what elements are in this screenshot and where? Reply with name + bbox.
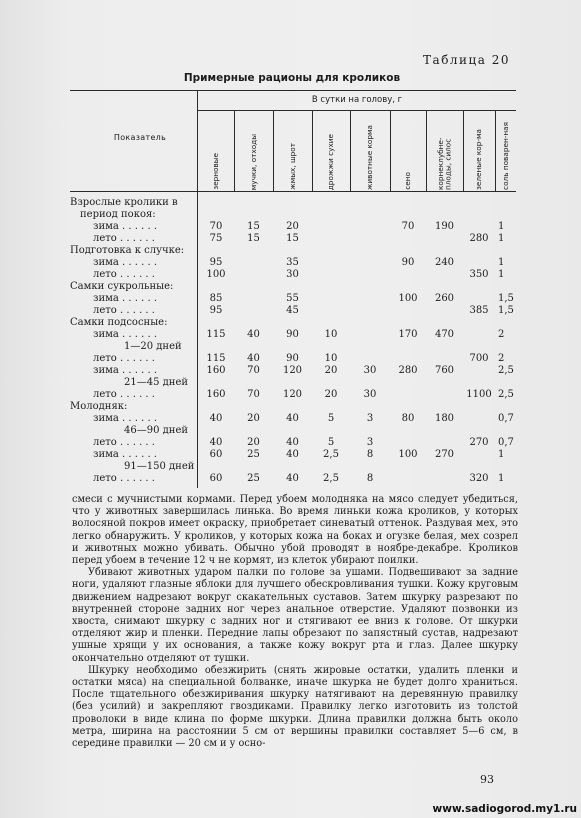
table-row bbox=[0, 341, 581, 353]
row-label: Самки подсосные: bbox=[70, 317, 168, 328]
table-row bbox=[0, 461, 581, 473]
table-cell: 280 bbox=[469, 233, 489, 244]
table-row bbox=[0, 209, 581, 221]
table-cell: 2,5 bbox=[323, 449, 339, 460]
table-row bbox=[0, 377, 581, 389]
table-cell: 1100 bbox=[466, 389, 492, 400]
row-label: период покоя: bbox=[80, 209, 156, 220]
table-cell: 120 bbox=[282, 365, 303, 376]
table-row bbox=[0, 257, 581, 269]
table-cell: 0,7 bbox=[498, 437, 514, 448]
table-cell: 1 bbox=[498, 473, 505, 484]
table-cell: 180 bbox=[434, 413, 455, 424]
row-label: зима . . . . . . bbox=[93, 413, 158, 424]
table-row bbox=[0, 269, 581, 281]
row-label: 91—150 дней bbox=[124, 461, 195, 472]
table-top-rule bbox=[70, 90, 516, 91]
row-label: Подготовка к случке: bbox=[70, 245, 185, 256]
table-cell: 2 bbox=[498, 329, 505, 340]
header-bottom-rule bbox=[70, 191, 516, 192]
paragraph: Убивают животных ударом палки по голове за ушами. Подвешивают за задние ноги, удаляют глазные яблоки для лучшего обескровливания тушки. Кожу круговым движением надрезают вокруг скакательных суставов. Затем шкурку разрезают по внутренней стороне задних ног через анальное отверстие. Удаляют позвонки из хвоста, снимают шкурку с задних ног и стягивают ее вниз к голове. От шкурки отделяют жир и пленки. Передние лапы обрезают по запястный сустав, надрезают ушные хрящи у их основания, а также кожу вокруг рта и глаз. Далее шкурку окончательно отделяют от тушки. bbox=[72, 567, 518, 664]
table-row bbox=[0, 401, 581, 413]
column-header-label: жмых, шрот bbox=[287, 143, 297, 190]
table-cell: 100 bbox=[398, 293, 418, 304]
table-cell: 700 bbox=[469, 353, 489, 364]
row-label: 21—45 дней bbox=[124, 377, 189, 388]
column-header bbox=[198, 116, 234, 190]
table-cell: 70 bbox=[401, 221, 415, 232]
table-cell: 30 bbox=[286, 269, 299, 280]
column-header-label: зеленые кор-ма bbox=[474, 129, 484, 190]
table-cell: 2,5 bbox=[498, 365, 514, 376]
table-cell: 2 bbox=[498, 353, 505, 364]
table-cell: 20 bbox=[324, 389, 338, 400]
table-cell: 170 bbox=[398, 329, 418, 340]
body-text bbox=[72, 494, 518, 750]
table-row bbox=[0, 293, 581, 305]
table-number: Таблица 20 bbox=[423, 53, 510, 67]
table-cell: 1 bbox=[498, 269, 505, 280]
row-label: лето . . . . . . bbox=[93, 233, 155, 244]
column-header-label: животные корма bbox=[365, 124, 375, 190]
table-cell: 5 bbox=[327, 437, 335, 448]
table-cell: 20 bbox=[286, 221, 299, 232]
column-divider bbox=[350, 110, 351, 191]
paragraph: Шкурку необходимо обезжирить (снять жировые остатки, удалить пленки и остатки мяса) на специальной болванке, иначе шкурка не будет долго храниться. После тщательного обезжиривания шкурку натягивают на деревянную правилку (без усилий) и закрепляют гвоздиками. Правилку легко изготовить из толстой проволоки в виде клина по форме шкурки. Длина правилки должна быть около метра, ширина на расстоянии 5 см от вершины правилки составляет 5—6 см, в середине правилки — 20 см и у осно- bbox=[72, 664, 518, 750]
table-cell: 5 bbox=[327, 413, 335, 424]
table-cell: 15 bbox=[247, 233, 260, 244]
table-cell: 30 bbox=[363, 365, 377, 376]
table-cell: 760 bbox=[434, 365, 455, 376]
table-cell: 160 bbox=[206, 389, 226, 400]
table-cell: 40 bbox=[247, 329, 260, 340]
table-cell: 1 bbox=[498, 257, 505, 268]
table-cell: 40 bbox=[209, 437, 223, 448]
row-label: зима . . . . . . bbox=[93, 257, 158, 268]
table-cell: 15 bbox=[286, 233, 299, 244]
table-cell: 260 bbox=[434, 293, 455, 304]
table-cell: 60 bbox=[209, 473, 223, 484]
indicator-header: Показатель bbox=[113, 133, 167, 142]
column-header-label: мучки, отходы bbox=[248, 133, 258, 190]
column-header-label: сено bbox=[403, 172, 413, 190]
column-header-label: дрожжи сухие bbox=[326, 133, 336, 190]
table-cell: 85 bbox=[209, 293, 223, 304]
row-label: лето . . . . . . bbox=[93, 389, 155, 400]
table-row bbox=[0, 317, 581, 329]
table-cell: 25 bbox=[247, 473, 260, 484]
table-cell: 15 bbox=[247, 221, 260, 232]
table-row bbox=[0, 365, 581, 377]
table-cell: 0,7 bbox=[498, 413, 514, 424]
column-header bbox=[350, 116, 390, 190]
table-cell: 40 bbox=[247, 353, 260, 364]
table-cell: 240 bbox=[434, 257, 455, 268]
table-cell: 1,5 bbox=[498, 293, 514, 304]
table-row bbox=[0, 353, 581, 365]
table-cell: 350 bbox=[469, 269, 489, 280]
column-header bbox=[234, 116, 273, 190]
column-divider bbox=[495, 110, 496, 191]
per-day-header: В сутки на голову, г bbox=[311, 95, 403, 105]
table-cell: 100 bbox=[206, 269, 226, 280]
table-cell: 1,5 bbox=[498, 305, 514, 316]
table-row bbox=[0, 473, 581, 485]
row-label: лето . . . . . . bbox=[93, 269, 155, 280]
table-cell: 40 bbox=[209, 413, 223, 424]
header-sub-rule bbox=[198, 110, 516, 111]
table-cell: 1 bbox=[498, 233, 505, 244]
column-divider bbox=[234, 110, 235, 191]
column-divider bbox=[390, 110, 391, 191]
table-cell: 2,5 bbox=[498, 389, 514, 400]
table-cell: 75 bbox=[209, 233, 223, 244]
table-cell: 190 bbox=[434, 221, 455, 232]
table-cell: 120 bbox=[282, 389, 303, 400]
table-cell: 95 bbox=[209, 257, 223, 268]
column-header-label: зерновые bbox=[211, 153, 221, 190]
table-row bbox=[0, 437, 581, 449]
row-label: лето . . . . . . bbox=[93, 473, 155, 484]
table-row bbox=[0, 245, 581, 257]
table-cell: 470 bbox=[434, 329, 455, 340]
row-label: зима . . . . . . bbox=[93, 221, 158, 232]
table-cell: 1 bbox=[498, 449, 505, 460]
column-header bbox=[312, 116, 350, 190]
table-row bbox=[0, 233, 581, 245]
column-divider bbox=[463, 110, 464, 191]
column-header bbox=[495, 116, 516, 190]
table-cell: 2,5 bbox=[323, 473, 339, 484]
table-cell: 10 bbox=[324, 329, 338, 340]
table-cell: 35 bbox=[286, 257, 299, 268]
row-label: зима . . . . . . bbox=[93, 293, 158, 304]
table-cell: 3 bbox=[366, 437, 374, 448]
table-cell: 100 bbox=[398, 449, 418, 460]
table-cell: 385 bbox=[469, 305, 489, 316]
table-row bbox=[0, 197, 581, 209]
row-label: зима . . . . . . bbox=[93, 329, 158, 340]
table-cell: 90 bbox=[286, 353, 299, 364]
table-cell: 115 bbox=[206, 329, 226, 340]
row-label: лето . . . . . . bbox=[93, 353, 155, 364]
table-cell: 90 bbox=[401, 257, 415, 268]
column-header bbox=[426, 116, 463, 190]
row-label: Молодняк: bbox=[70, 401, 128, 412]
table-cell: 270 bbox=[434, 449, 455, 460]
row-label: зима . . . . . . bbox=[93, 449, 158, 460]
table-row bbox=[0, 389, 581, 401]
table-cell: 40 bbox=[286, 437, 299, 448]
column-header bbox=[390, 116, 426, 190]
table-cell: 30 bbox=[363, 389, 377, 400]
row-label: лето . . . . . . bbox=[93, 305, 155, 316]
column-header bbox=[273, 116, 312, 190]
table-cell: 3 bbox=[366, 413, 374, 424]
column-divider bbox=[312, 110, 313, 191]
table-cell: 90 bbox=[286, 329, 299, 340]
table-cell: 95 bbox=[209, 305, 223, 316]
row-label: зима . . . . . . bbox=[93, 365, 158, 376]
row-label: Самки сукрольные: bbox=[70, 281, 174, 292]
table-cell: 8 bbox=[366, 449, 374, 460]
table-cell: 1 bbox=[498, 221, 505, 232]
row-label: 46—90 дней bbox=[124, 425, 189, 436]
row-label: 1—20 дней bbox=[124, 341, 182, 352]
table-cell: 70 bbox=[209, 221, 223, 232]
table-cell: 20 bbox=[247, 437, 260, 448]
table-cell: 280 bbox=[398, 365, 418, 376]
table-row bbox=[0, 221, 581, 233]
table-cell: 45 bbox=[286, 305, 299, 316]
column-header bbox=[463, 116, 495, 190]
table-row bbox=[0, 329, 581, 341]
site-watermark: www.sadiogorod.my1.ru bbox=[432, 803, 577, 815]
paragraph: смеси с мучнистыми кормами. Перед убоем молодняка на мясо следует убедиться, что у животных завершилась линька. Во время линьки кожа кроликов, у которых волосяной покров имеет окраску, приобретает синеватый оттенок. Раздувая мех, это легко обнаружить. У кроликов, у которых кожа на боках и огузке белая, мех созрел и животных можно убивать. Обычно убой проводят в ноябре-декабре. Кроликов перед убоем в течение 12 ч не кормят, из клеток убирают поилки. bbox=[72, 494, 518, 567]
table-cell: 70 bbox=[247, 389, 260, 400]
table-row bbox=[0, 305, 581, 317]
row-label: Взрослые кролики в bbox=[70, 197, 178, 208]
table-cell: 320 bbox=[469, 473, 489, 484]
table-row bbox=[0, 281, 581, 293]
page-number: 93 bbox=[480, 773, 494, 786]
table-row bbox=[0, 425, 581, 437]
table-cell: 115 bbox=[206, 353, 226, 364]
column-header-label: корнеклубне-плоды, силос bbox=[435, 137, 453, 190]
table-cell: 55 bbox=[286, 293, 299, 304]
table-cell: 20 bbox=[324, 365, 338, 376]
table-cell: 40 bbox=[286, 449, 299, 460]
table-cell: 10 bbox=[324, 353, 338, 364]
table-row bbox=[0, 449, 581, 461]
table-cell: 25 bbox=[247, 449, 260, 460]
row-label: лето . . . . . . bbox=[93, 437, 155, 448]
table-cell: 40 bbox=[286, 473, 299, 484]
table-row bbox=[0, 413, 581, 425]
column-divider bbox=[273, 110, 274, 191]
table-cell: 160 bbox=[206, 365, 226, 376]
column-header-label: соль поварен-ная bbox=[500, 122, 510, 190]
table-title: Примерные рационы для кроликов bbox=[183, 72, 401, 84]
table-cell: 270 bbox=[469, 437, 489, 448]
table-cell: 8 bbox=[366, 473, 374, 484]
table-cell: 20 bbox=[247, 413, 260, 424]
table-cell: 70 bbox=[247, 365, 260, 376]
table-cell: 40 bbox=[286, 413, 299, 424]
table-cell: 60 bbox=[209, 449, 223, 460]
table-cell: 80 bbox=[401, 413, 415, 424]
column-divider bbox=[426, 110, 427, 191]
